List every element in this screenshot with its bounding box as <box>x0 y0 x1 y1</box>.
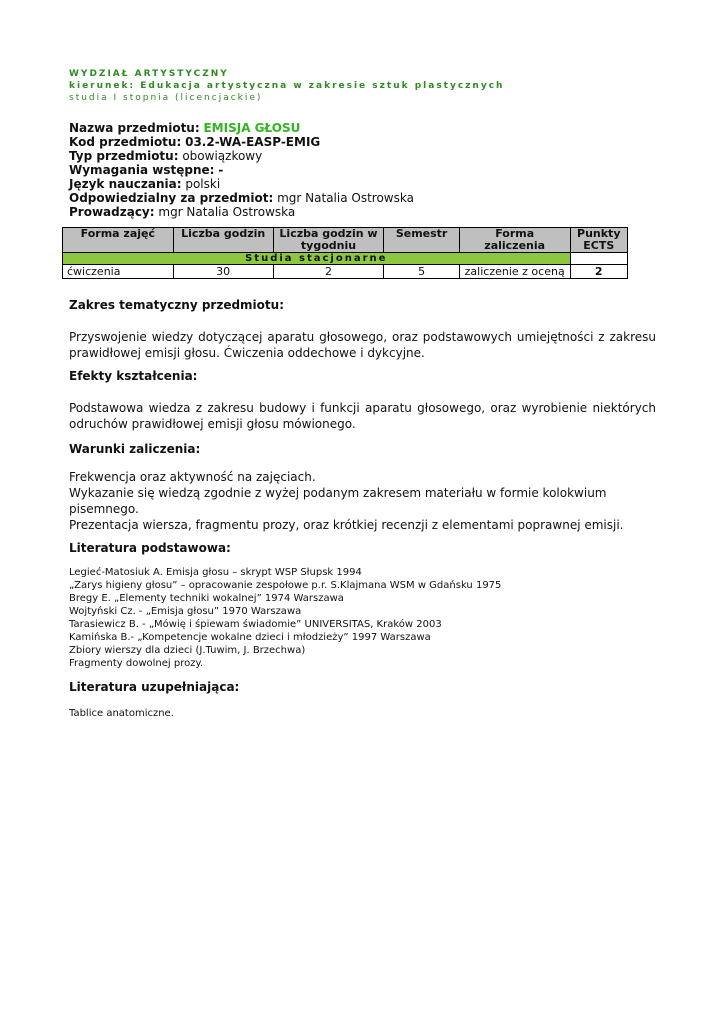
section-title: Efekty kształcenia: <box>69 369 198 383</box>
list-item: Legieć-Matosiuk A. Emisja głosu – skrypt WSP Słupsk 1994 <box>69 567 362 578</box>
section-title: Zakres tematyczny przedmiotu: <box>69 298 284 312</box>
document-header <box>69 68 656 219</box>
faculty-name: WYDZIAŁ ARTYSTYCZNY <box>69 69 229 79</box>
column-header: Liczba godzin w tygodniu <box>273 228 384 253</box>
conditions-section <box>69 441 656 533</box>
table-cell: zaliczenie z oceną <box>459 265 570 279</box>
table-cell: 30 <box>173 265 273 279</box>
table-cell: 2 <box>570 265 627 279</box>
subject-meta <box>69 121 656 219</box>
subject-code: 03.2-WA-EASP-EMIG <box>185 135 321 149</box>
list-item: Frekwencja oraz aktywność na zajęciach. <box>69 470 316 484</box>
lecturer-row: Prowadzący: mgr Natalia Ostrowska <box>69 205 296 219</box>
table-cell: 2 <box>273 265 384 279</box>
column-header: Forma zaliczenia <box>459 228 570 253</box>
subject-code-row: Kod przedmiotu: 03.2-WA-EASP-EMIG <box>69 135 321 149</box>
section-text: Przyswojenie wiedzy dotyczącej aparatu głosowego, oraz podstawowych umiejętności z zakresu prawidłowej emisji głosu. Ćwiczenia oddechowe i dykcyjne. <box>69 330 656 360</box>
table-cell: 5 <box>384 265 460 279</box>
subject-name: EMISJA GŁOSU <box>203 121 301 135</box>
supplementary-literature-section <box>69 679 656 720</box>
list-item: „Zarys higieny głosu” – opracowanie zespołowe p.r. S.Klajmana WSM w Gdańsku 1975 <box>69 580 502 591</box>
table-header-row <box>63 228 628 253</box>
table-cell: ćwiczenia <box>63 265 174 279</box>
list-item: Kamińska B.- „Kompetencje wokalne dzieci i młodzieży” 1997 Warszawa <box>69 632 431 643</box>
section-title: Literatura podstawowa: <box>69 541 231 555</box>
literature-section <box>69 540 656 670</box>
language-row: Język nauczania: polski <box>69 177 221 191</box>
list-item: Bregy E. „Elementy techniki wokalnej” 1974 Warszawa <box>69 593 344 604</box>
subject-name-row: Nazwa przedmiotu: EMISJA GŁOSU <box>69 121 301 135</box>
section-title: Literatura uzupełniająca: <box>69 680 240 694</box>
course-table <box>62 227 628 279</box>
scope-section <box>69 297 656 361</box>
section-text: Podstawowa wiedza z zakresu budowy i funkcji aparatu głosowego, oraz wyrobienie niektórych odruchów prawidłowej emisji głosu mówionego. <box>69 401 656 431</box>
list-item: Prezentacja wiersza, fragmentu prozy, oraz krótkiej recenzji z elementami poprawnej emisji. <box>69 518 624 532</box>
table-row <box>63 265 628 279</box>
list-item: Tablice anatomiczne. <box>69 708 174 719</box>
field-of-study: kierunek: Edukacja artystyczna w zakresie sztuk plastycznych <box>69 81 505 91</box>
section-title: Warunki zaliczenia: <box>69 442 201 456</box>
study-mode-band: Studia stacjonarne <box>63 253 571 265</box>
responsible-row: Odpowiedzialny za przedmiot: mgr Natalia Ostrowska <box>69 191 414 205</box>
column-header: Punkty ECTS <box>570 228 627 253</box>
column-header: Liczba godzin <box>173 228 273 253</box>
column-header: Forma zajęć <box>63 228 174 253</box>
effects-section <box>69 368 656 432</box>
table-band-row <box>63 253 628 265</box>
subject-type-row: Typ przedmiotu: obowiązkowy <box>69 149 263 163</box>
list-item: Fragmenty dowolnej prozy. <box>69 658 204 669</box>
list-item: Zbiory wierszy dla dzieci (J.Tuwim, J. Brzechwa) <box>69 645 306 656</box>
list-item: Wojtyński Cz. - „Emisja głosu” 1970 Warszawa <box>69 606 302 617</box>
study-level: studia I stopnia (licencjackie) <box>69 93 263 103</box>
requirements-row: Wymagania wstępne: - <box>69 163 224 177</box>
list-item: Wykazanie się wiedzą zgodnie z wyżej podanym zakresem materiału w formie kolokwium pisemnego. <box>69 486 607 516</box>
list-item: Tarasiewicz B. - „Mówię i śpiewam świadomie” UNIVERSITAS, Kraków 2003 <box>69 619 442 630</box>
column-header: Semestr <box>384 228 460 253</box>
